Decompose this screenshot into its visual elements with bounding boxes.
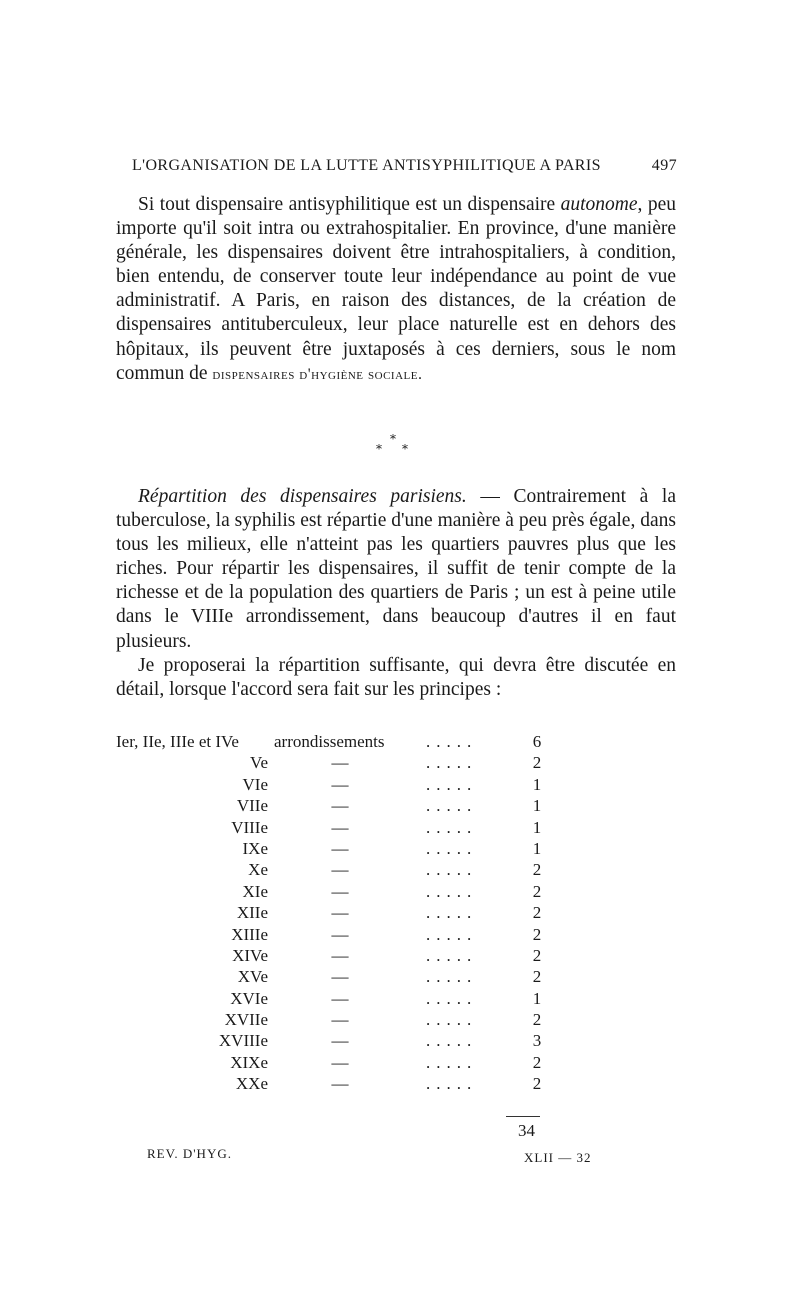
paragraph-1-italic: autonome: [560, 194, 638, 215]
row-dash: —: [331, 753, 349, 773]
row-value: 2: [532, 860, 542, 880]
table-row: [116, 967, 556, 988]
header-title: L'ORGANISATION DE LA LUTTE ANTISYPHILITIQUE A PARIS: [132, 157, 601, 174]
row-value: 2: [532, 1052, 542, 1072]
row-dash: —: [331, 945, 349, 965]
row-dash: —: [331, 796, 349, 816]
row-label: XVIIIe: [218, 1031, 268, 1051]
row-value: 2: [532, 881, 542, 901]
row-label: XVIIe: [224, 1010, 268, 1030]
running-header: [132, 157, 677, 181]
row-dash: —: [331, 967, 349, 987]
row-dash: —: [331, 1010, 349, 1030]
row-label: XIIIe: [231, 924, 268, 944]
row-label: XVe: [237, 967, 268, 987]
row-label: IXe: [242, 838, 268, 858]
table-row: [116, 1053, 556, 1074]
row-dash: —: [331, 881, 349, 901]
row-suffix: arrondissements: [274, 732, 385, 751]
row-label: XIe: [242, 881, 268, 901]
row-value: 1: [532, 817, 542, 837]
footer-journal: REV. D'HYG.: [147, 1146, 232, 1161]
arrondissement-table: [116, 732, 556, 1096]
row-value: 2: [532, 924, 542, 944]
row-leader-dots: .....: [426, 796, 478, 816]
row-value: 2: [532, 903, 542, 923]
row-value: 1: [532, 988, 542, 1008]
paragraph-1-smallcaps: dispensaires d'hygiène sociale.: [212, 365, 423, 383]
paragraph-2: [116, 485, 676, 702]
row-dash: —: [331, 817, 349, 837]
row-leader-dots: .....: [426, 860, 478, 880]
row-dash: —: [331, 774, 349, 794]
row-value: 1: [532, 838, 542, 858]
row-label: Xe: [248, 860, 268, 880]
row-value: 2: [532, 967, 542, 987]
row-dash: —: [331, 860, 349, 880]
table-row: [116, 989, 556, 1010]
row-leader-dots: .....: [426, 903, 478, 923]
row-value: 2: [532, 753, 542, 773]
separator-star-right: *: [402, 442, 408, 456]
row-dash: —: [331, 988, 349, 1008]
row-leader-dots: .....: [426, 817, 478, 837]
table-row: [116, 1010, 556, 1031]
row-value: 3: [532, 1031, 542, 1051]
row-dash: —: [331, 924, 349, 944]
table-total: 34: [518, 1121, 535, 1140]
row-value: 1: [532, 796, 542, 816]
paragraph-1-text-b: , peu importe qu'il soit intra ou extrahospitalier. En province, d'une manière générale, les dispensaires doivent être intrahospitaliers, à condition, bien entendu, de conserver toute leur indépendance au point de vue administratif. A Paris, en raison des distances, de la création de dispensaires antituberculeux, leur place naturelle est en dehors des hôpitaux, ils peuvent être juxtaposés à ces derniers, sous le nom commun de: [116, 194, 677, 384]
row-value: 6: [532, 732, 542, 751]
row-dash: —: [331, 903, 349, 923]
table-row: [116, 1031, 556, 1052]
table-row: [116, 732, 556, 753]
table-row: [116, 796, 556, 817]
table-row: [116, 839, 556, 860]
separator-star-top: *: [390, 432, 396, 446]
row-leader-dots: .....: [426, 988, 478, 1008]
row-label: VIIIe: [231, 817, 268, 837]
row-leader-dots: .....: [426, 732, 478, 751]
row-dash: —: [331, 1074, 349, 1094]
row-value: 1: [532, 774, 542, 794]
paragraph-3: Je proposerai la répartition suffisante, qui devra être discutée en détail, lorsque l'accord sera fait sur les principes :: [116, 654, 676, 700]
row-leader-dots: .....: [426, 967, 478, 987]
row-leader-dots: .....: [426, 838, 478, 858]
table-row: [116, 946, 556, 967]
row-label: Ve: [250, 753, 268, 773]
row-label: Ier, IIe, IIIe et IVe: [116, 732, 239, 751]
paragraph-2-italic: Répartition des dispensaires parisiens.: [138, 486, 467, 507]
row-leader-dots: .....: [426, 881, 478, 901]
row-label: XIXe: [230, 1052, 268, 1072]
row-label: XIVe: [232, 945, 268, 965]
paragraph-1: [116, 193, 676, 387]
table-row: [116, 1074, 556, 1095]
paragraph-1-text-a: Si tout dispensaire antisyphilitique est un dispensaire: [138, 194, 561, 215]
footer-volume: XLII — 32: [524, 1150, 592, 1165]
table-row: [116, 882, 556, 903]
row-leader-dots: .....: [426, 924, 478, 944]
row-label: VIIe: [236, 796, 268, 816]
row-dash: —: [331, 1031, 349, 1051]
row-leader-dots: .....: [426, 1052, 478, 1072]
paragraph-2-text: — Contrairement à la tuberculose, la syphilis est répartie d'une manière à peu près égale, dans tous les milieux, elle n'atteint pas les quartiers pauvres plus que les riches. Pour répartir les dispensaires, il suffit de tenir compte de la richesse et de la population des quartiers de Paris ; un est à peine utile dans le VIIIe arrondissement, dans beaucoup d'autres il en faut plusieurs.: [116, 486, 676, 652]
row-value: 2: [532, 1074, 542, 1094]
total-rule: [506, 1116, 540, 1117]
row-leader-dots: .....: [426, 945, 478, 965]
row-label: XVIe: [230, 988, 268, 1008]
row-value: 2: [532, 1010, 542, 1030]
row-dash: —: [331, 838, 349, 858]
table-row: [116, 753, 556, 774]
row-value: 2: [532, 945, 542, 965]
row-leader-dots: .....: [426, 753, 478, 773]
separator-star-left: *: [376, 442, 382, 456]
row-leader-dots: .....: [426, 1010, 478, 1030]
row-leader-dots: .....: [426, 1074, 478, 1094]
table-row: [116, 818, 556, 839]
row-leader-dots: .....: [426, 1031, 478, 1051]
table-row: [116, 925, 556, 946]
page-number: 497: [651, 157, 677, 174]
row-label: XIIe: [236, 903, 268, 923]
table-row: [116, 775, 556, 796]
row-dash: —: [331, 1052, 349, 1072]
row-label: XXe: [235, 1074, 268, 1094]
section-separator: [376, 432, 412, 462]
row-leader-dots: .....: [426, 774, 478, 794]
table-row: [116, 860, 556, 881]
row-label: VIe: [242, 774, 268, 794]
table-row: [116, 903, 556, 924]
